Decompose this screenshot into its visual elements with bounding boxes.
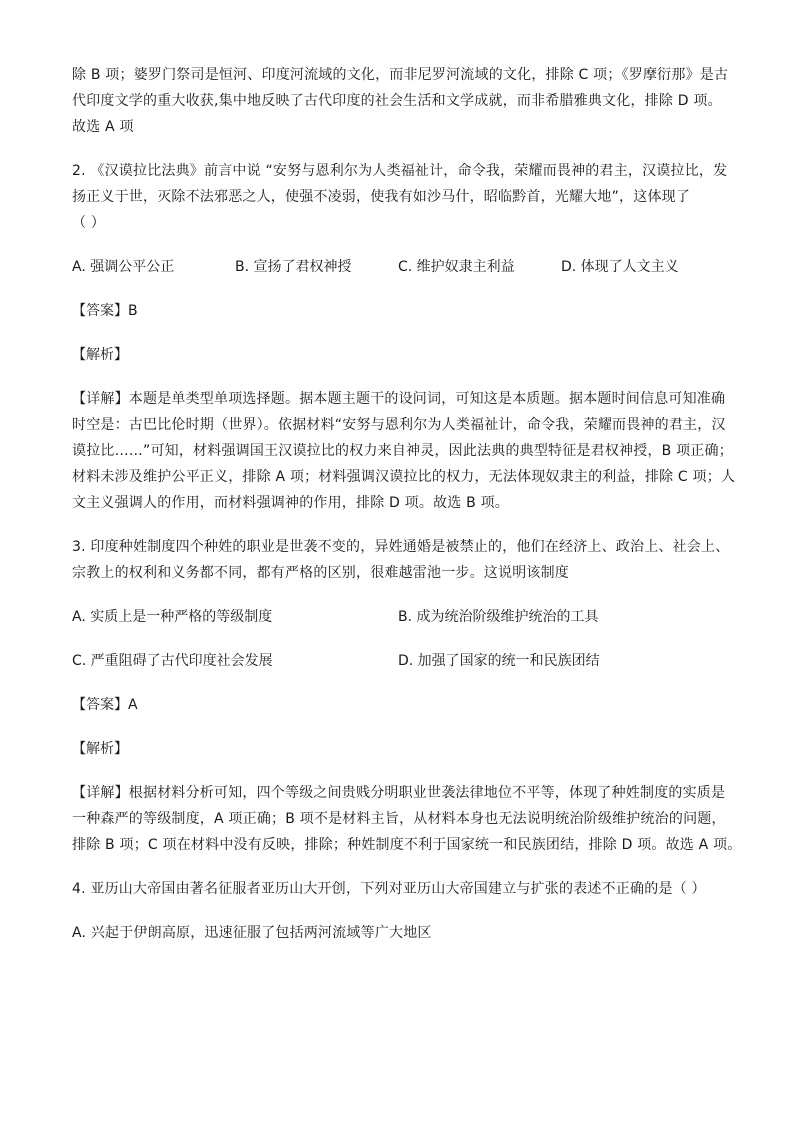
option-a: A. 强调公平公正 <box>72 259 175 275</box>
option-c: C. 严重阻碍了古代印度社会发展 <box>72 653 273 669</box>
option-d: D. 加强了国家的统一和民族团结 <box>398 653 600 669</box>
text-line: 谟拉比……”可知，材料强调国王汉谟拉比的权力来自神灵，因此法典的典型特征是君权神授，B 项正确； <box>72 443 733 459</box>
text-line: 【详解】本题是单类型单项选择题。据本题主题干的设问词，可知这是本质题。据本题时间信息可知准确 <box>72 391 726 407</box>
detail-paragraph <box>72 386 736 516</box>
text-line: 时空是：古巴比伦时期（世界）。依据材料“安努与恩利尔为人类福祉计，命令我，荣耀而畏神的君主，汉 <box>72 417 726 433</box>
answer-options <box>72 254 724 280</box>
text-line: 扬正义于世，灭除不法邪恶之人，使强不凌弱，使我有如沙马什，昭临黔首，光耀大地”，这体现了 <box>72 189 691 205</box>
text-line: 宗教上的权利和义务都不同，都有严格的区别，很难越雷池一步。这说明该制度 <box>72 565 569 581</box>
question-2 <box>72 158 736 516</box>
option-b: B. 成为统治阶级维护统治的工具 <box>398 609 599 625</box>
answer-label: 【答案】A <box>72 697 138 713</box>
answer-options-row <box>72 648 724 674</box>
text-line: 除 B 项；婆罗门祭司是恒河、印度河流域的文化，而非尼罗河流域的文化，排除 C 项；《罗摩衍那》是古 <box>72 67 729 83</box>
option-a: A. 实质上是一种严格的等级制度 <box>72 609 273 625</box>
text-line: 一种森严的等级制度，A 项正确；B 项不是材料主旨，从材料本身也无法说明统治阶级维护统治的问题， <box>72 811 726 827</box>
text-line: 2. 《汉谟拉比法典》前言中说 “安努与恩利尔为人类福祉计，命令我，荣耀而畏神的君主，汉谟拉比，发 <box>72 163 728 179</box>
answer-label: 【答案】B <box>72 303 138 319</box>
text-line: 文主义强调人的作用，而材料强调神的作用，排除 D 项。故选 B 项。 <box>72 495 509 511</box>
question-stem <box>72 158 728 236</box>
text-line: 代印度文学的重大收获,集中地反映了古代印度的社会生活和文学成就，而非希腊雅典文化，排除 D 项。 <box>72 93 722 109</box>
text-line: 排除 B 项；C 项在材料中没有反映，排除；种姓制度不利于国家统一和民族团结，排除 D 项。故选 A 项。 <box>72 837 742 853</box>
question-stem <box>72 534 730 586</box>
document-page <box>72 62 742 946</box>
question-4 <box>72 876 724 946</box>
option-d: D. 体现了人文主义 <box>561 259 679 275</box>
option-c: C. 维护奴隶主利益 <box>398 259 515 275</box>
analysis-label: 【解析】 <box>72 741 128 757</box>
option-a: A. 兴起于伊朗高原，迅速征服了包括两河流域等广大地区 <box>72 925 432 941</box>
question-3 <box>72 534 742 858</box>
detail-paragraph <box>72 780 742 858</box>
text-line: 故选 A 项 <box>72 119 134 135</box>
question-stem: 4. 亚历山大帝国由著名征服者亚历山大开创，下列对亚历山大帝国建立与扩张的表述不正确的是（ ） <box>72 881 706 897</box>
text-line: 材料未涉及维护公平正义，排除 A 项；材料强调汉谟拉比的权力，无法体现奴隶主的利益，排除 C 项；人 <box>72 469 736 485</box>
option-b: B. 宣扬了君权神授 <box>235 259 352 275</box>
answer-options-row <box>72 604 724 630</box>
intro-paragraph <box>72 62 729 140</box>
analysis-label: 【解析】 <box>72 347 128 363</box>
text-line: （ ） <box>72 215 106 231</box>
text-line: 【详解】根据材料分析可知，四个等级之间贵贱分明职业世袭法律地位不平等，体现了种姓制度的实质是 <box>72 785 726 801</box>
text-line: 3. 印度种姓制度四个种姓的职业是世袭不变的，异姓通婚是被禁止的，他们在经济上、政治上、社会上、 <box>72 539 730 555</box>
